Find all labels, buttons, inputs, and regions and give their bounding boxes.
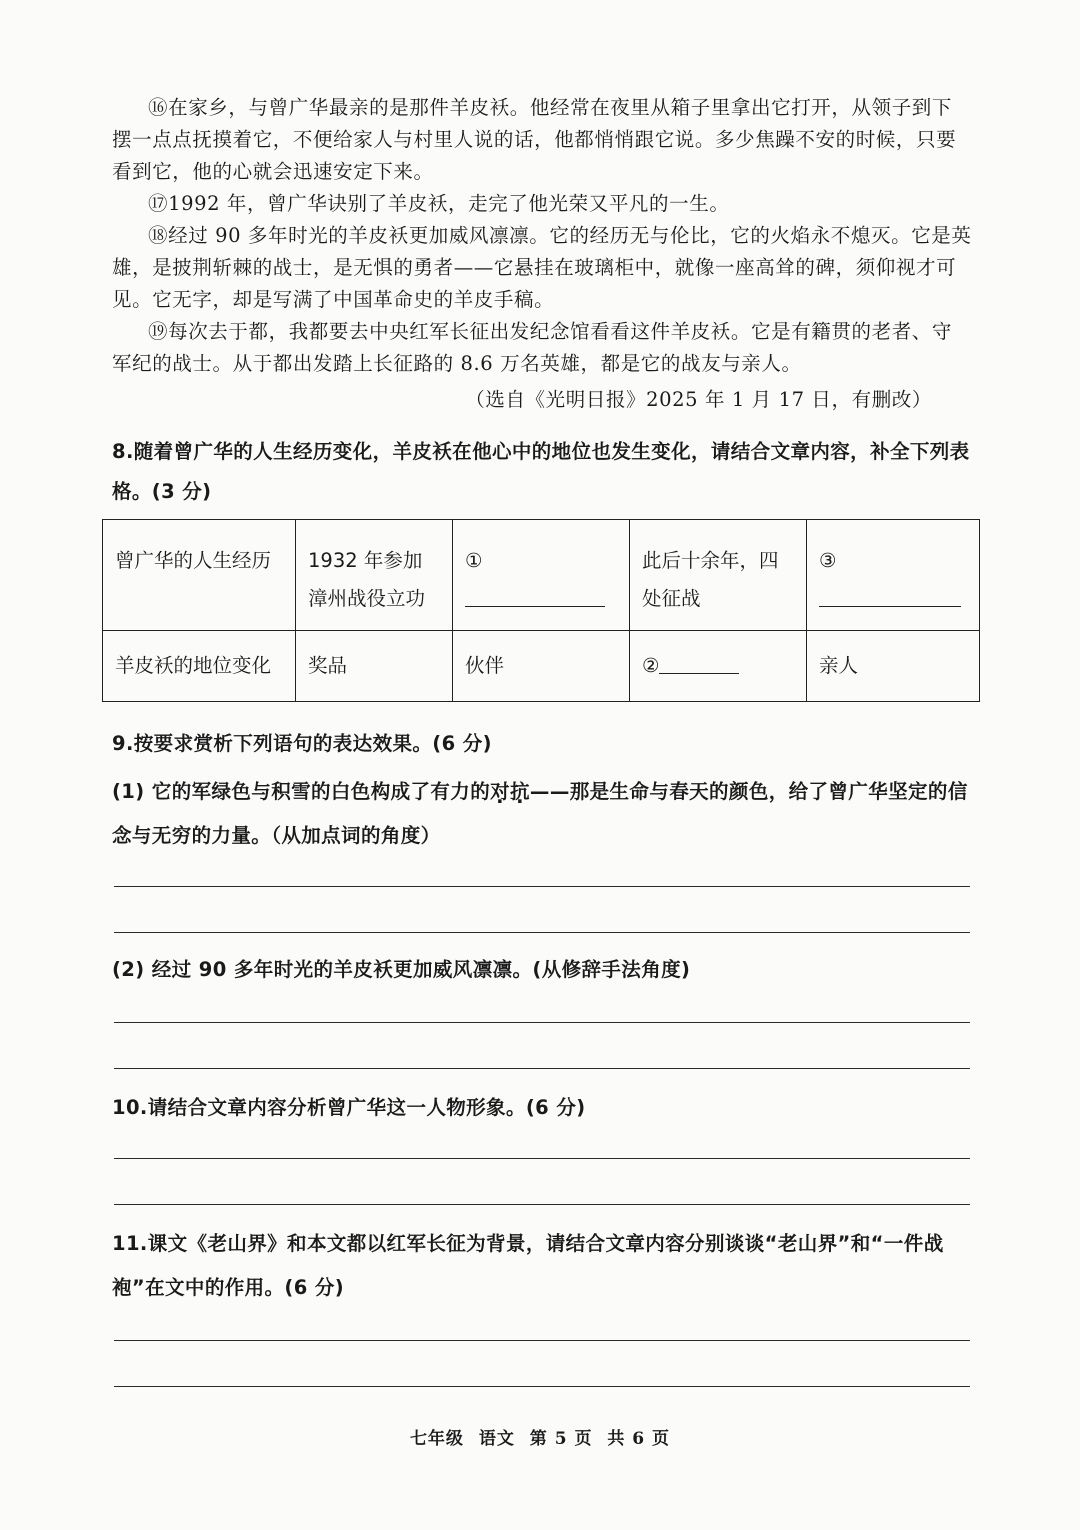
answer-line-11b[interactable] (114, 1386, 970, 1387)
answer-line-10a[interactable] (114, 1158, 970, 1159)
question-9-2: (2) 经过 90 多年时光的羊皮袄更加威风凛凛。(从修辞手法角度) (112, 958, 691, 981)
question-11: 11.课文《老山界》和本文都以红军长征为背景，请结合文章内容分别谈谈“老山界”和“一件战袍”在文中的作用。(6 分) (112, 1232, 944, 1299)
cell-blank-2[interactable] (630, 631, 807, 702)
cell-1932: 1932 年参加漳州战役立功 (296, 520, 453, 631)
cell-family: 亲人 (807, 631, 980, 702)
question-9-1-text-a: 它的军绿色与积雪的白色构成了有力的 (151, 780, 491, 803)
answer-blank-2[interactable] (659, 659, 739, 674)
sub-number-1: (1) (112, 780, 145, 803)
cell-blank-1[interactable] (453, 520, 630, 631)
question-9-1 (112, 770, 972, 858)
blank-marker-2: ② (642, 654, 660, 677)
dotted-char-2: 抗 . (510, 780, 530, 803)
footer-grade: 七年级 (409, 1429, 464, 1449)
footer-total: 共 6 页 (607, 1429, 671, 1449)
table-row (103, 520, 980, 631)
paragraph-18: ⑱经过 90 多年时光的羊皮袄更加威风凛凛。它的经历无与伦比，它的火焰永不熄灭。它是英雄，是披荆斩棘的战士，是无惧的勇者——它悬挂在玻璃柜中，就像一座高耸的碑，须仰视才可见。它无字，却是写满了中国革命史的羊皮手稿。 (112, 224, 972, 311)
reading-passage (112, 92, 972, 416)
table-row (103, 631, 980, 702)
question-10: 10.请结合文章内容分析曾广华这一人物形象。(6 分) (112, 1096, 586, 1119)
question-8: 8.随着曾广华的人生经历变化，羊皮袄在他心中的地位也发生变化，请结合文章内容，补全下列表格。(3 分) (112, 440, 970, 503)
cell-partner: 伙伴 (453, 631, 630, 702)
life-table (102, 519, 980, 702)
answer-line-9-1a[interactable] (114, 886, 970, 887)
question-9: 9.按要求赏析下列语句的表达效果。(6 分) (112, 732, 492, 755)
row-header-experience: 曾广华的人生经历 (103, 520, 296, 631)
blank-marker-1: ① (465, 549, 483, 572)
answer-blank-1[interactable] (465, 592, 605, 607)
answer-line-9-2a[interactable] (114, 1022, 970, 1023)
footer-page: 第 5 页 (529, 1429, 593, 1449)
question-9-1-text-b: ——那是生命与春天的颜色，给了曾广华坚定的信念与无穷的力量。（从加点词的角度） (112, 780, 968, 847)
passage-source: （选自《光明日报》2025 年 1 月 17 日，有删改） (465, 388, 932, 411)
answer-blank-3[interactable] (819, 592, 961, 607)
footer-subject: 语文 (478, 1429, 515, 1449)
blank-marker-3: ③ (819, 549, 837, 572)
paragraph-17: ⑰1992 年，曾广华诀别了羊皮袄，走完了他光荣又平凡的一生。 (148, 192, 730, 215)
page-footer (0, 1424, 1080, 1449)
paragraph-19: ⑲每次去于都，我都要去中央红军长征出发纪念馆看看这件羊皮袄。它是有籍贯的老者、守军纪的战士。从于都出发踏上长征路的 8.6 万名英雄，都是它的战友与亲人。 (112, 320, 953, 375)
cell-blank-3[interactable] (807, 520, 980, 631)
answer-line-10b[interactable] (114, 1204, 970, 1205)
answer-line-9-2b[interactable] (114, 1068, 970, 1069)
answer-line-11a[interactable] (114, 1340, 970, 1341)
dotted-char-1: 对 . (490, 780, 510, 803)
paragraph-16: ⑯在家乡，与曾广华最亲的是那件羊皮袄。他经常在夜里从箱子里拿出它打开，从领子到下摆一点点抚摸着它，不便给家人与村里人说的话，他都悄悄跟它说。多少焦躁不安的时候，只要看到它，他的心就会迅速安定下来。 (112, 96, 957, 183)
row-header-status: 羊皮袄的地位变化 (103, 631, 296, 702)
cell-prize: 奖品 (296, 631, 453, 702)
cell-campaigns: 此后十余年，四处征战 (630, 520, 807, 631)
answer-line-9-1b[interactable] (114, 932, 970, 933)
